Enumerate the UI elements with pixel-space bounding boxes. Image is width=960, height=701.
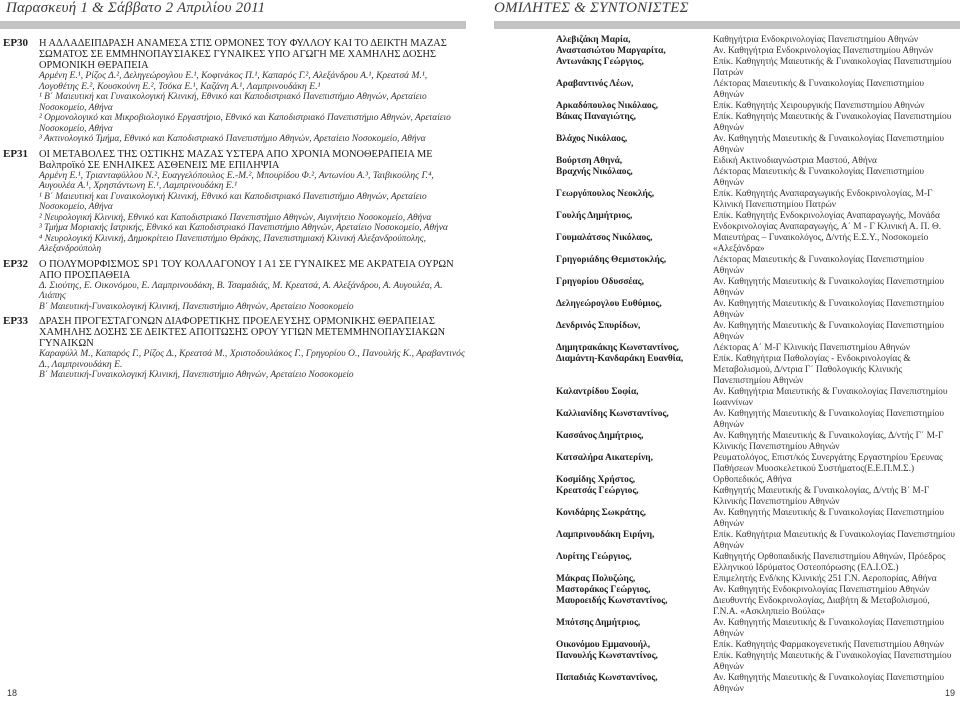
speaker-name: Βραχνής Νικόλαος, [556,167,633,177]
speaker-affiliation: Λέκτορας Α΄ Μ-Γ Κλινικής Πανεπιστημίου Αθηνών [713,343,911,353]
speaker-row [556,387,956,409]
speaker-affiliation: Επιμελητής Ενδ/κης Κλινικής 251 Γ.Ν. Αεροπορίας, Αθήνα [713,574,937,584]
abstract-authors: Αρμένη Ε.¹, Ρίζος Δ.², Δεληγεώρογλου Ε.¹, Κοφινάκος Π.¹, Καπαρός Γ.², Αλεξάνδρου Α.¹, Κρεατσά Μ.¹, Λογοθέτης Ε.², Κουσκούνη Ε.², Τσόκα Ε.¹, Καζάνη Α.¹, Λαμπρινουδάκη Ε.¹ [39,70,428,92]
abstract-affiliation: Β΄ Μαιευτική-Γυναικολογική Κλινική, Πανεπιστήμιο Αθηνών, Αρεταίειο Νοσοκομείο [39,301,354,312]
speaker-affiliation: Επίκ. Καθηγήτρια Μαιευτικής & Γυναικολογίας Πανεπιστημίου Αθηνών [713,530,955,551]
speaker-row [556,651,956,673]
page-number-right: 19 [944,688,955,698]
speaker-affiliation: Επίκ. Καθηγητής Αναπαραγωγικής Ενδοκρινολογίας, Μ-Γ Κλινική Πανεπιστημίου Πατρών [713,189,933,210]
speaker-affiliation: Αν. Καθηγήτρια Ενδοκρινολογίας Πανεπιστημίου Αθηνών [713,46,934,56]
speaker-row [556,618,956,640]
speaker-affiliation: Επίκ. Καθηγητής Χειρουργικής Πανεπιστημίου Αθηνών [713,101,925,111]
speaker-row [556,508,956,530]
speaker-name: Κασσάνος Δημήτριος, [556,431,644,441]
speaker-row [556,475,956,486]
abstract-code: ΕΡ31 [3,147,29,160]
abstract-entry [3,316,465,381]
speaker-name: Οικονόμου Εμμανουήλ, [556,640,651,650]
speaker-name: Μαυροειδής Κωνσταντίνος, [556,596,668,606]
abstract-authors: Αρμένη Ε.¹, Τριανταφύλλου Ν.², Ευαγγελόπουλος Ε.-Μ.², Μπουρίδου Φ.², Αντωνίου Α.³, Ταιβικούλης Γ.⁴, Αυγουλέα Α.¹, Χρηστάντωνη Ε.¹, Λαμπρινουδάκη Ε.¹ [39,169,434,191]
speaker-name: Κοσμίδης Χρήστος, [556,475,636,485]
abstract-entry [3,38,465,145]
speaker-row [556,431,956,453]
speaker-row [556,277,956,299]
speaker-affiliation: Καθηγητής Μαιευτικής & Γυναικολογίας, Δ/ντής Β΄ Μ-Γ Κλινικής Πανεπιστημίου Αθηνών [713,486,930,507]
speaker-affiliation: Επίκ. Καθηγητής Φαρμακογενετικής Πανεπιστημίου Αθηνών [713,640,944,650]
speaker-affiliation: Αν. Καθηγητής Μαιευτικής & Γυναικολογίας Πανεπιστημίου Αθηνών [713,673,944,694]
speaker-row [556,134,956,156]
speaker-row [556,640,956,651]
speaker-row [556,79,956,101]
left-header-rule [0,21,466,29]
speaker-row [556,574,956,585]
abstract-code: ΕΡ30 [3,37,29,49]
speaker-name: Βάκας Παναγιώτης, [556,112,636,122]
speaker-row [556,189,956,211]
speaker-affiliation: Αν. Καθηγητής Μαιευτικής & Γυναικολογίας Πανεπιστημίου Αθηνών [713,134,944,155]
speaker-name: Γρηγορίου Οδυσσέας, [556,277,644,287]
speaker-name: Δεληγεώρογλου Ευθύμιος, [556,299,662,309]
speakers-column [556,35,956,695]
abstract-entry [3,149,465,255]
abstract-affiliation: ¹ Β΄ Μαιευτική και Γυναικολογική Κλινική, Εθνικό και Καποδιστριακό Πανεπιστήμιο Αθηνών, Αρεταίειο Νοσοκομείο, Αθήνα [39,92,427,113]
speaker-affiliation: Λέκτορας Μαιευτικής & Γυναικολογίας Πανεπιστημίου Αθηνών [713,167,925,188]
speaker-affiliation: Ειδική Ακτινοδιαγνώστρια Μαστού, Αθήνα [713,156,877,166]
speaker-name: Διαμάντη-Κανδαράκη Ευανθία, [556,354,684,364]
abstract-affiliation: ¹ Β΄ Μαιευτική και Γυναικολογική Κλινική, Εθνικό και Καποδιστριακό Πανεπιστήμιο Αθηνών, Αρεταίειο Νοσοκομείο, Αθήνα [39,191,427,212]
speaker-affiliation: Αν. Καθηγητής Μαιευτικής & Γυναικολογίας, Δ/ντής Γ΄ Μ-Γ Κλινικής Πανεπιστημίου Αθηνών [713,431,944,452]
speaker-row [556,321,956,343]
speaker-row [556,112,956,134]
speaker-name: Παπαδιάς Κωνσταντίνος, [556,673,658,683]
speaker-row [556,596,956,618]
speaker-row [556,299,956,321]
speaker-row [556,57,956,79]
speaker-row [556,486,956,508]
speaker-row [556,453,956,475]
speaker-affiliation: Λέκτορας Μαιευτικής & Γυναικολογίας Πανεπιστημίου Αθηνών [713,255,925,276]
abstracts-column [3,38,465,385]
speaker-name: Λυρίτης Γεώργιος, [556,552,632,562]
abstract-affiliation: ² Νευρολογική Κλινική, Εθνικό και Καποδιστριακό Πανεπιστήμιο Αθηνών, Αιγινήτειο Νοσοκομείο, Αθήνα [39,212,432,223]
speaker-row [556,35,956,46]
speaker-row [556,354,956,387]
speaker-name: Μάκρας Πολυζώης, [556,574,636,584]
speaker-name: Αντωνάκης Γεώργιος, [556,57,644,67]
speaker-name: Κατσαλήρα Αικατερίνη, [556,453,653,463]
speaker-row [556,673,956,695]
page-number-left: 18 [7,688,18,698]
speaker-name: Δημητρακάκης Κωνσταντίνος, [556,343,679,353]
abstract-affiliation: ² Ορμονολογικό και Μικροβιολογικό Εργαστήριο, Εθνικό και Καποδιστριακό Πανεπιστήμιο Αθηνών, Αρεταίειο Νοσοκομείο, Αθήνα [39,113,451,134]
speaker-row [556,46,956,57]
speaker-name: Λαμπρινουδάκη Ειρήνη, [556,530,655,540]
abstract-authors: Δ. Σιούτης, Ε. Οικονόμου, Ε. Λαμπρινουδάκη, Β. Τσαμαδιάς, Μ. Κρεατσά, Α. Αλεξάνδρου, Α. Αυγουλέα, Α. Λιάπης [39,279,443,301]
abstract-entry [3,259,465,313]
speaker-affiliation: Μαιευτήρας – Γυναικολόγος, Δ/ντής Ε.Σ.Υ., Νοσοκομείο «Αλεξάνδρα» [713,233,929,254]
right-page-header: ΟΜΙΛΗΤΕΣ & ΣΥΝΤΟΝΙΣΤΕΣ [494,0,689,16]
speaker-affiliation: Επίκ. Καθηγήτρια Παθολογίας - Ενδοκρινολογίας & Μεταβολισμού, Δ/ντρια Γ΄ Παθολογικής Κλινικής Πανεπιστημίου Αθηνών [713,354,911,386]
speaker-name: Γεωργόπουλος Νεοκλής, [556,189,655,199]
speaker-affiliation: Αν. Καθηγητής Μαιευτικής & Γυναικολογίας Πανεπιστημίου Αθηνών [713,618,944,639]
speaker-name: Βούρτση Αθηνά, [556,156,623,166]
speaker-affiliation: Επίκ. Καθηγητής Ενδοκρινολογίας Αναπαραγωγής, Μονάδα Ενδοκρινολογίας Αναπαραγωγής, Α΄ Μ - Γ Κλινική Α. Π. Θ. [713,211,942,232]
abstract-title: ΔΡΑΣΗ ΠΡΟΓΕΣΤΑΓΟΝΩΝ ΔΙΑΦΟΡΕΤΙΚΗΣ ΠΡΟΕΛΕΥΣΗΣ ΟΡΜΟΝΙΚΗΣ ΘΕΡΑΠΕΙΑΣ ΧΑΜΗΛΗΣ ΔΟΣΗΣ ΣΕ ΔΕΙΚΤΕΣ ΑΠΟΙΤΩΣΗΣ ΟΡΟΥ ΥΓΙΩΝ ΜΕΤΕΜΜΗΝΟΠΑΥΣΙΑΚΩΝ ΓΥΝΑΙΚΩΝ [39,316,446,349]
speaker-row [556,343,956,354]
speaker-affiliation: Καθηγητής Ορθοπαιδικής Πανεπιστημίου Αθηνών, Πρόεδρος Ελληνικού Ιδρύματος Οστεοπόρωσης (ΕΛ.Ι.ΟΣ.) [713,552,946,573]
speaker-name: Αλεβιζάκη Μαρία, [556,35,631,45]
speaker-affiliation: Αν. Καθηγητής Μαιευτικής & Γυναικολογίας Πανεπιστημίου Αθηνών [713,277,944,298]
speaker-name: Μαστοράκος Γεώργιος, [556,585,651,595]
speaker-name: Μπότσης Δημήτριος, [556,618,641,628]
speaker-name: Γουλής Δημήτριος, [556,211,633,221]
speaker-affiliation: Επίκ. Καθηγητής Μαιευτικής & Γυναικολογίας Πανεπιστημίου Αθηνών [713,651,952,672]
speaker-row [556,156,956,167]
speaker-name: Κονιδάρης Σωκράτης, [556,508,647,518]
speaker-affiliation: Αν. Καθηγητής Μαιευτικής & Γυναικολογίας Πανεπιστημίου Αθηνών [713,321,944,342]
speaker-row [556,167,956,189]
speaker-row [556,585,956,596]
speaker-name: Βλάχος Νικόλαος, [556,134,628,144]
speaker-name: Καλαντρίδου Σοφία, [556,387,639,397]
speaker-name: Αναστασιώτου Μαργαρίτα, [556,46,666,56]
speaker-affiliation: Αν. Καθηγήτρια Μαιευτικής & Γυναικολογίας Πανεπιστημίου Ιωαννίνων [713,387,948,408]
speaker-row [556,409,956,431]
speaker-row [556,530,956,552]
speaker-affiliation: Αν. Καθηγητής Ενδοκρινολογίας Πανεπιστημίου Αθηνών [713,585,930,595]
abstract-affiliation: ⁴ Νευρολογική Κλινική, Δημοκρίτειο Πανεπιστήμιο Θράκης, Πανεπιστημιακή Κλινική Αλεξανδρούπολης, Αλεξανδρούπολη [39,233,426,254]
speaker-row [556,233,956,255]
speaker-affiliation: Ορθοπεδικός, Αθήνα [713,475,792,485]
speaker-name: Δενδρινός Σπυρίδων, [556,321,641,331]
speaker-name: Γρηγοριάδης Θεμιστοκλής, [556,255,667,265]
speaker-affiliation: Αν. Καθηγητής Μαιευτικής & Γυναικολογίας Πανεπιστημίου Αθηνών [713,508,944,529]
abstract-affiliation: ³ Τμήμα Μοριακής Ιατρικής, Εθνικό και Καποδιστριακό Πανεπιστήμιο Αθηνών, Αρεταίειο Νοσοκομείο, Αθήνα [39,223,448,233]
speaker-affiliation: Επίκ. Καθηγητής Μαιευτικής & Γυναικολογίας Πανεπιστημίου Πατρών [713,57,952,78]
abstract-affiliation: ³ Ακτινολογικό Τμήμα, Εθνικό και Καποδιστριακό Πανεπιστήμιο Αθηνών, Αρεταίειο Νοσοκομείο, Αθήνα [39,134,426,144]
abstract-title: Η ΑΔΛΑΔΕΙΠΔΡΑΣΗ ΑΝΑΜΕΣΑ ΣΤΙΣ ΟΡΜΟΝΕΣ ΤΟΥ ΦΥΛΛΟΥ ΚΑΙ ΤΟ ΔΕΙΚΤΗ ΜΑΖΑΣ ΣΩΜΑΤΟΣ ΣΕ ΕΜΜΗΝΟΠΑΥΣΙΑΚΕΣ ΓΥΝΑΙΚΕΣ ΥΠΟ ΑΓΩΓΗ ΜΕ ΧΑΜΗΛΗΣ ΔΟΣΗΣ ΟΡΜΟΝΙΚΗ ΘΕΡΑΠΕΙΑ [39,38,447,71]
speaker-affiliation: Καθηγήτρια Ενδοκρινολογίας Πανεπιστημίου Αθηνών [713,35,919,45]
speaker-affiliation: Λέκτορας Μαιευτικής & Γυναικολογίας Πανεπιστημίου Αθηνών [713,79,925,100]
right-header-rule [494,21,960,29]
speaker-affiliation: Διευθυντής Ενδοκρινολογίας, Διαβήτη & Μεταβολισμού, Γ.Ν.Α. «Ασκληπιείο Βούλας» [713,596,930,617]
speaker-affiliation: Αν. Καθηγητής Μαιευτικής & Γυναικολογίας Πανεπιστημίου Αθηνών [713,299,944,320]
left-page-header: Παρασκευή 1 & Σάββατο 2 Απριλίου 2011 [6,0,266,16]
abstract-authors: Καραφύλλ Μ., Καπαρός Γ., Ρίζος Δ., Κρεατσά Μ., Χριστοδουλάκος Γ., Γρηγορίου Ο., Πανουλής Κ., Αραβαντινός Δ., Λαμπρινουδάκη Ε. [39,348,465,370]
abstract-code: ΕΡ33 [3,315,29,327]
abstract-code: ΕΡ32 [3,257,29,270]
abstract-title: ΟΙ ΜΕΤΑΒΟΛΕΣ ΤΗΣ ΟΣΤΙΚΗΣ ΜΑΖΑΣ ΥΣΤΕΡΑ ΑΠΟ ΧΡΟΝΙΑ ΜΟΝΟΘΕΡΑΠΕΙΑ ΜΕ Βαλπροϊκό ΣΕ ΕΝΗΛΙΚΕΣ ΑΣΘΕΝΕΙΣ ΜΕ ΕΠΙΛΗΨΙΑ [39,148,433,171]
abstract-title: Ο ΠΟΛΥΜΟΡΦΙΣΜΟΣ SP1 ΤΟΥ ΚΟΛΛΑΓΟΝΟΥ Ι Α1 ΣΕ ΓΥΝΑΙΚΕΣ ΜΕ ΑΚΡΑΤΕΙΑ ΟΥΡΩΝ ΑΠΟ ΠΡΟΣΠΑΘΕΙΑ [39,258,454,281]
speaker-row [556,255,956,277]
speaker-row [556,552,956,574]
abstract-affiliation: Β΄ Μαιευτική-Γυναικολογική Κλινική, Πανεπιστήμιο Αθηνών, Αρεταίειο Νοσοκομείο [39,370,354,380]
speaker-name: Καλλιανίδης Κωνσταντίνος, [556,409,669,419]
speaker-affiliation: Αν. Καθηγητής Μαιευτικής & Γυναικολογίας Πανεπιστημίου Αθηνών [713,409,944,430]
speaker-name: Πανουλής Κωνσταντίνος, [556,651,658,661]
speaker-name: Αραβαντινός Λέων, [556,79,634,89]
speaker-row [556,211,956,233]
speaker-affiliation: Επίκ. Καθηγητής Μαιευτικής & Γυναικολογίας Πανεπιστημίου Αθηνών [713,112,952,133]
speaker-name: Γουμαλάτσος Νικόλαος, [556,233,653,243]
speaker-row [556,101,956,112]
speaker-name: Αρκαδόπουλος Νικόλαος, [556,101,658,111]
speaker-affiliation: Ρευματολόγος, Επιστ/κός Συνεργάτης Εργαστηρίου Έρευνας Παθήσεων Μυοσκελετικού Συστήματος(Ε.Ε.Π.Μ.Σ.) [713,453,943,474]
speaker-name: Κρεατσάς Γεώργιος, [556,486,639,496]
